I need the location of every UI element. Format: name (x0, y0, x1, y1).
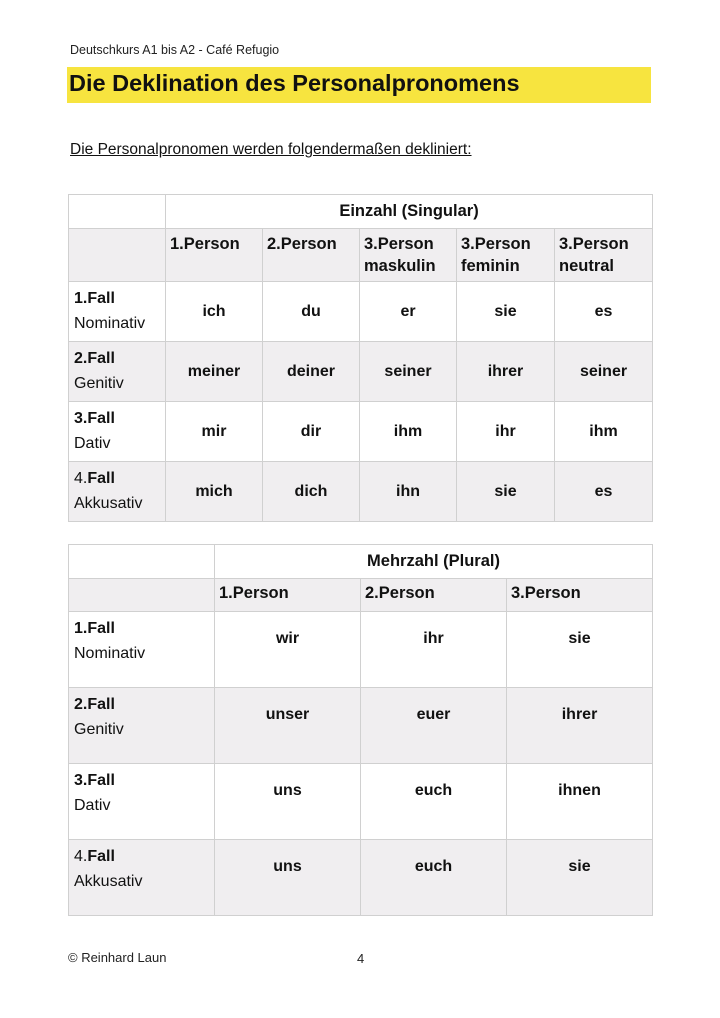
pronoun-cell: seiner (360, 342, 457, 402)
pronoun-cell: ihm (555, 402, 653, 462)
pronoun-cell: uns (215, 764, 361, 840)
plural-table (68, 544, 653, 916)
pronoun-cell: ihr (457, 402, 555, 462)
pronoun-cell: ihn (360, 462, 457, 522)
plural-group-label: Mehrzahl (Plural) (215, 545, 653, 579)
column-header: 3.Person maskulin (360, 229, 457, 282)
pronoun-cell: ihr (361, 612, 507, 688)
pronoun-cell: sie (457, 462, 555, 522)
singular-table (68, 194, 653, 522)
singular-group-label: Einzahl (Singular) (166, 195, 653, 229)
case-label: 1.Fall Nominativ (69, 282, 166, 342)
table-row (69, 612, 653, 688)
pronoun-cell: es (555, 462, 653, 522)
column-header: 2.Person (361, 579, 507, 612)
table-row (69, 342, 653, 402)
table-row (69, 462, 653, 522)
footer-copyright: © Reinhard Laun (68, 950, 167, 965)
pronoun-cell: du (263, 282, 360, 342)
table-row (69, 282, 653, 342)
page-number: 4 (357, 951, 365, 966)
course-header: Deutschkurs A1 bis A2 - Café Refugio (70, 43, 280, 57)
pronoun-cell: er (360, 282, 457, 342)
case-label: 4.Fall Akkusativ (69, 840, 215, 916)
column-header: 3.Person neutral (555, 229, 653, 282)
pronoun-cell: euch (361, 840, 507, 916)
pronoun-cell: sie (457, 282, 555, 342)
case-label: 1.Fall Nominativ (69, 612, 215, 688)
pronoun-cell: es (555, 282, 653, 342)
column-header: 1.Person (215, 579, 361, 612)
empty-corner-cell (69, 545, 215, 579)
column-header: 3.Person feminin (457, 229, 555, 282)
pronoun-cell: ihrer (457, 342, 555, 402)
pronoun-cell: seiner (555, 342, 653, 402)
pronoun-cell: unser (215, 688, 361, 764)
pronoun-cell: euer (361, 688, 507, 764)
pronoun-cell: deiner (263, 342, 360, 402)
column-header: 2.Person (263, 229, 360, 282)
pronoun-cell: uns (215, 840, 361, 916)
case-label: 3.Fall Dativ (69, 764, 215, 840)
pronoun-cell: mir (166, 402, 263, 462)
title-bar (67, 67, 651, 103)
pronoun-cell: meiner (166, 342, 263, 402)
table-row (69, 764, 653, 840)
empty-header-cell (69, 229, 166, 282)
pronoun-cell: dich (263, 462, 360, 522)
column-header: 3.Person (507, 579, 653, 612)
intro-text: Die Personalpronomen werden folgendermaßen dekliniert: (70, 141, 472, 158)
pronoun-cell: sie (507, 612, 653, 688)
case-label: 4.Fall Akkusativ (69, 462, 166, 522)
empty-header-cell (69, 579, 215, 612)
pronoun-cell: ihnen (507, 764, 653, 840)
case-label: 2.Fall Genitiv (69, 688, 215, 764)
case-label: 2.Fall Genitiv (69, 342, 166, 402)
pronoun-cell: wir (215, 612, 361, 688)
pronoun-cell: dir (263, 402, 360, 462)
pronoun-cell: sie (507, 840, 653, 916)
page-title: Die Deklination des Personalpronomens (69, 70, 520, 96)
pronoun-cell: ihm (360, 402, 457, 462)
table-row (69, 840, 653, 916)
pronoun-cell: euch (361, 764, 507, 840)
case-label: 3.Fall Dativ (69, 402, 166, 462)
pronoun-cell: mich (166, 462, 263, 522)
table-row (69, 688, 653, 764)
pronoun-cell: ich (166, 282, 263, 342)
table-row (69, 402, 653, 462)
empty-corner-cell (69, 195, 166, 229)
pronoun-cell: ihrer (507, 688, 653, 764)
column-header: 1.Person (166, 229, 263, 282)
